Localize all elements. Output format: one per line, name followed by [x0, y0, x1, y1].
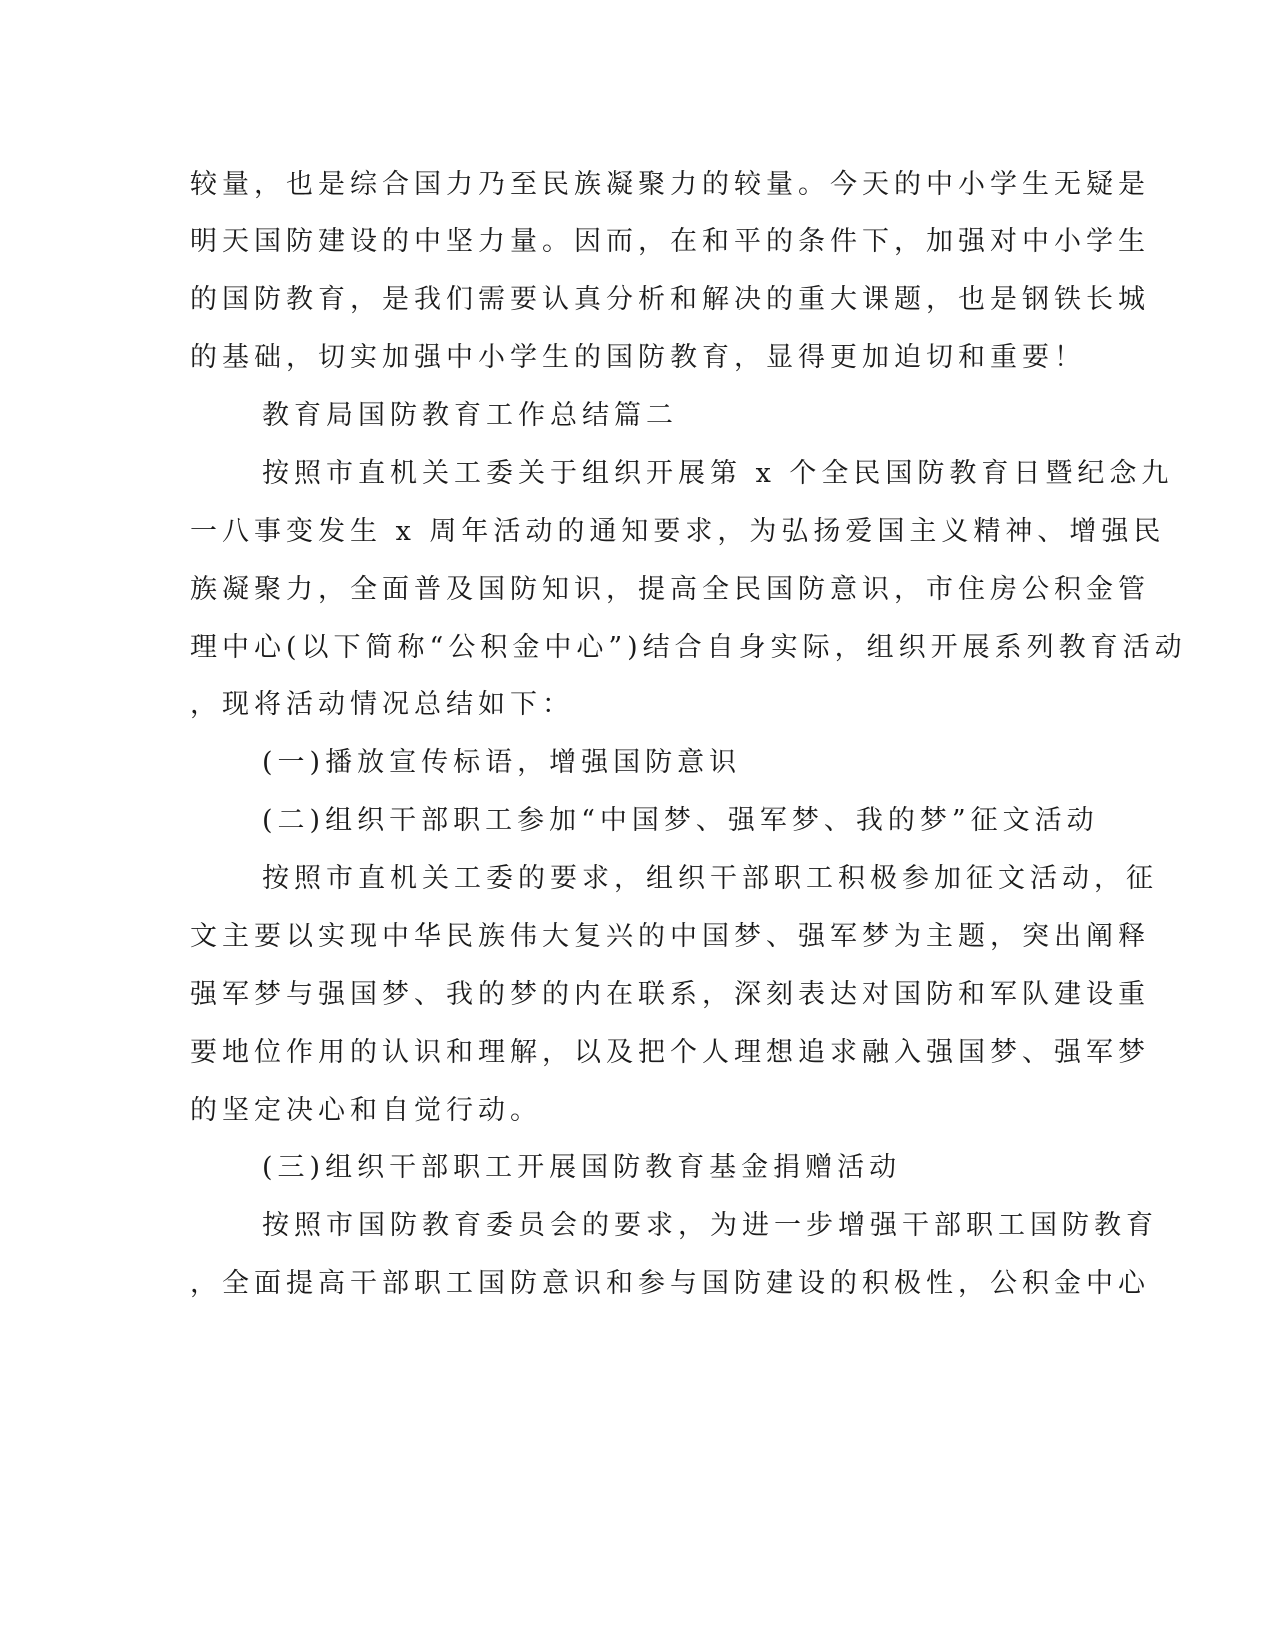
- body-text-line: 的国防教育，是我们需要认真分析和解决的重大课题，也是钢铁长城: [190, 284, 1150, 315]
- body-text-line: 较量，也是综合国力乃至民族凝聚力的较量。今天的中小学生无疑是: [190, 169, 1150, 200]
- body-text-line: 文主要以实现中华民族伟大复兴的中国梦、强军梦为主题，突出阐释: [190, 921, 1150, 952]
- body-text-line: ，全面提高干部职工国防意识和参与国防建设的积极性，公积金中心: [190, 1268, 1150, 1299]
- body-text-line: 按照市国防教育委员会的要求，为进一步增强干部职工国防教育: [262, 1210, 1158, 1241]
- section-heading: 教育局国防教育工作总结篇二: [262, 400, 678, 431]
- body-text-line: 理中心(以下简称“公积金中心”)结合自身实际，组织开展系列教育活动: [190, 632, 1187, 663]
- subheading-1: (一)播放宣传标语，增强国防意识: [262, 747, 742, 778]
- body-text-line: 按照市直机关工委关于组织开展第 x 个全民国防教育日暨纪念九: [262, 458, 1174, 489]
- subheading-2: (二)组织干部职工参加“中国梦、强军梦、我的梦”征文活动: [262, 805, 1099, 836]
- body-text-line: 一八事变发生 x 周年活动的通知要求，为弘扬爱国主义精神、增强民: [190, 516, 1166, 547]
- body-text-line: 族凝聚力，全面普及国防知识，提高全民国防意识，市住房公积金管: [190, 574, 1150, 605]
- body-text-line: 强军梦与强国梦、我的梦的内在联系，深刻表达对国防和军队建设重: [190, 979, 1150, 1010]
- body-text-line: 明天国防建设的中坚力量。因而，在和平的条件下，加强对中小学生: [190, 226, 1150, 257]
- body-text-line: 按照市直机关工委的要求，组织干部职工积极参加征文活动，征: [262, 863, 1158, 894]
- body-text-line: 的基础，切实加强中小学生的国防教育，显得更加迫切和重要！: [190, 342, 1086, 373]
- body-text-line: 要地位作用的认识和理解，以及把个人理想追求融入强国梦、强军梦: [190, 1037, 1150, 1068]
- subheading-3: (三)组织干部职工开展国防教育基金捐赠活动: [262, 1152, 902, 1183]
- body-text-line: 的坚定决心和自觉行动。: [190, 1095, 542, 1126]
- body-text-line: ，现将活动情况总结如下：: [190, 689, 574, 720]
